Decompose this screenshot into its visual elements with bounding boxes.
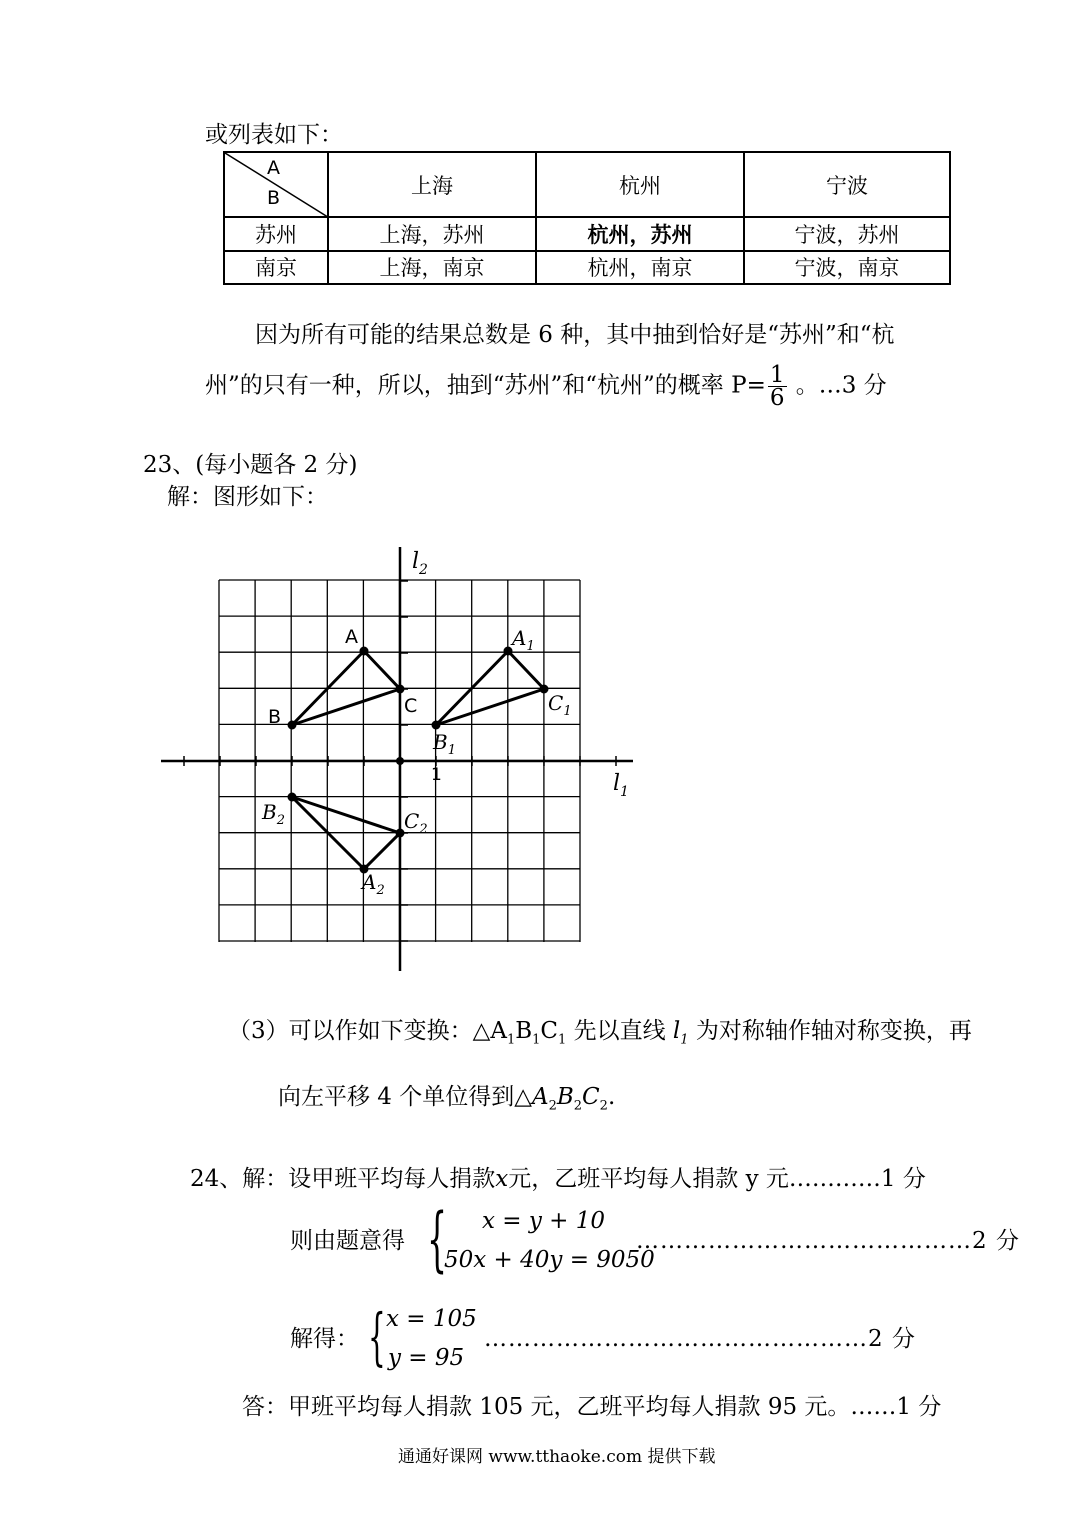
- q23-heading: 23、(每小题各 2 分): [143, 452, 358, 478]
- prob-text-line2-pre: 州”的只有一种，所以，抽到“苏州”和“杭州”的概率 P=: [205, 372, 766, 399]
- solution-2: y = 95: [388, 1345, 465, 1371]
- label-b: B: [268, 706, 282, 728]
- table-cell: 宁波，苏州: [744, 217, 950, 250]
- label-c2: $C_2$: [404, 809, 428, 837]
- page-footer: 通通好课网 www.tthaoke.com 提供下载: [398, 1447, 716, 1467]
- q23-part3-line2: 向左平移 4 个单位得到$\triangle A_2B_2C_2$.: [278, 1084, 616, 1114]
- corner-label-b: B: [267, 187, 281, 209]
- q24-line1-pre: 24、解：设甲班平均每人捐款: [190, 1166, 496, 1192]
- fraction-numerator: 1: [769, 362, 785, 388]
- table-cell: 杭州，南京: [536, 251, 744, 284]
- label-a: A: [345, 626, 358, 648]
- label-b1: $B_1$: [433, 730, 456, 758]
- row-label-nanjing: 南京: [224, 251, 328, 284]
- label-a1: $A_1$: [512, 626, 535, 654]
- q23-part3-line1: （3）可以作如下变换：$\triangle A_1B_1C_1$ 先以直线 $l_1$ 为对称轴作轴对称变换，再: [228, 1018, 972, 1048]
- part3-post: 为对称轴作轴对称变换，再: [695, 1018, 972, 1044]
- prob-text-line2-post: 。…3 分: [788, 372, 887, 399]
- system-brace: {: [427, 1198, 448, 1280]
- origin-point: [396, 757, 404, 765]
- equation-1: x = y + 10: [482, 1208, 606, 1234]
- col-header-shanghai: 上海: [328, 152, 536, 217]
- fraction-denominator: 6: [769, 385, 785, 411]
- q24-var-x: x: [495, 1166, 509, 1192]
- q24-setup-score: ……………………………………2 分: [636, 1228, 1020, 1254]
- q24-line1: [190, 1164, 926, 1194]
- point-b1: [432, 721, 441, 730]
- part3-mid: 先以直线: [573, 1018, 666, 1044]
- axis-y-label: $l_2$: [412, 549, 428, 578]
- col-header-ningbo: 宁波: [744, 152, 950, 217]
- table-cell: 上海，南京: [328, 251, 536, 284]
- corner-label-a: A: [267, 157, 280, 179]
- q24-line1-mid: 元，乙班平均每人捐款 y 元…………1 分: [508, 1166, 926, 1192]
- table-cell: 宁波，南京: [744, 251, 950, 284]
- axis-x-label: $l_1$: [613, 771, 629, 800]
- label-c1: $C_1$: [548, 691, 572, 719]
- point-c: [396, 685, 405, 694]
- label-a2: $A_2$: [362, 870, 385, 898]
- table-cell: 上海，苏州: [328, 217, 536, 250]
- label-b2: $B_2$: [262, 800, 285, 828]
- table-cell-highlight: 杭州，苏州: [536, 217, 744, 250]
- q23-intro: 解：图形如下：: [167, 484, 328, 510]
- label-c: C: [404, 695, 418, 717]
- table-intro: 或列表如下：: [205, 122, 343, 148]
- equation-2: 50x + 40y = 9050: [444, 1247, 655, 1273]
- part3-line2-text: 向左平移 4 个单位得到△: [278, 1084, 532, 1110]
- prob-text-line1: 因为所有可能的结果总数是 6 种，其中抽到恰好是“苏州”和“杭: [255, 322, 895, 348]
- point-a: [360, 647, 369, 656]
- solution-1: x = 105: [386, 1306, 477, 1332]
- unit-label: 1: [431, 765, 442, 785]
- col-header-hangzhou: 杭州: [536, 152, 744, 217]
- part3-pre: （3）可以作如下变换：△A: [228, 1018, 507, 1044]
- point-b: [288, 721, 297, 730]
- q24-solve-label: 解得：: [290, 1326, 359, 1352]
- q24-answer: 答：甲班平均每人捐款 105 元，乙班平均每人捐款 95 元。……1 分: [242, 1394, 942, 1420]
- row-label-suzhou: 苏州: [224, 217, 328, 250]
- q24-solve-score: …………………………………………2 分: [484, 1326, 916, 1352]
- solution-brace: {: [368, 1300, 386, 1373]
- q24-setup-label: 则由题意得: [290, 1228, 405, 1254]
- point-b2: [288, 793, 297, 802]
